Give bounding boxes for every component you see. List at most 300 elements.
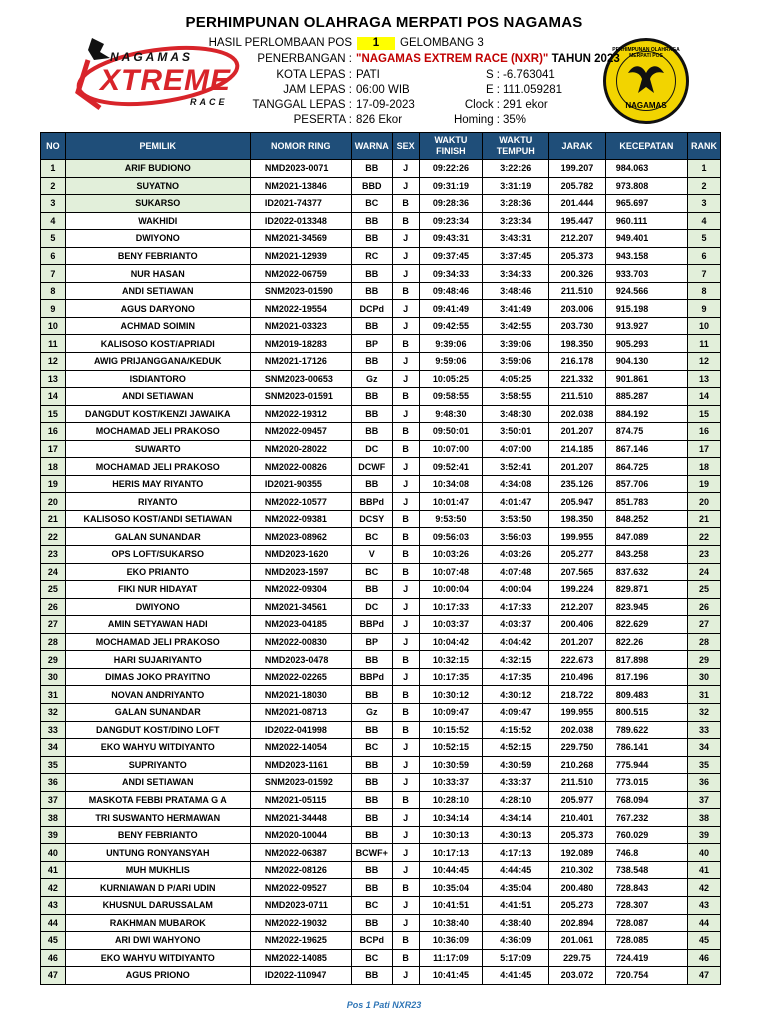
cell-nomor-ring: ID2022-013348	[250, 212, 351, 230]
cell-sex: B	[392, 510, 419, 528]
cell-sex: J	[392, 826, 419, 844]
cell-jarak: 192.089	[549, 844, 606, 862]
cell-pemilik: MUH MUKHLIS	[65, 861, 250, 879]
cell-kecepatan: 760.029	[605, 826, 687, 844]
cell-pemilik: BENY FEBRIANTO	[65, 826, 250, 844]
table-row	[41, 160, 721, 178]
cell-rank: 30	[688, 668, 721, 686]
cell-waktu-tempuh: 3:22:26	[483, 160, 549, 178]
cell-jarak: 221.332	[549, 370, 606, 388]
cell-nomor-ring: NM2021-34561	[250, 598, 351, 616]
cell-waktu-finish: 09:37:45	[419, 247, 483, 265]
cell-nomor-ring: NMD2023-1597	[250, 563, 351, 581]
cell-rank: 7	[688, 265, 721, 283]
cell-waktu-finish: 11:17:09	[419, 949, 483, 967]
cell-jarak: 202.894	[549, 914, 606, 932]
cell-waktu-finish: 09:50:01	[419, 423, 483, 441]
cell-warna: DCSY	[351, 510, 392, 528]
cell-waktu-tempuh: 3:28:36	[483, 195, 549, 213]
homing-label: Homing :	[453, 114, 500, 126]
cell-jarak: 203.006	[549, 300, 606, 318]
cell-nomor-ring: NM2022-09304	[250, 581, 351, 599]
cell-warna: BB	[351, 721, 392, 739]
cell-warna: V	[351, 546, 392, 564]
cell-rank: 46	[688, 949, 721, 967]
cell-warna: BB	[351, 914, 392, 932]
cell-kecepatan: 786.141	[605, 739, 687, 757]
cell-kecepatan: 728.307	[605, 896, 687, 914]
cell-jarak: 203.072	[549, 967, 606, 985]
cell-jarak: 202.038	[549, 405, 606, 423]
cell-warna: BC	[351, 896, 392, 914]
cell-nomor-ring: ID2022-110947	[250, 967, 351, 985]
cell-nomor-ring: NM2021-17126	[250, 353, 351, 371]
cell-jarak: 211.510	[549, 774, 606, 792]
cell-kecepatan: 728.843	[605, 879, 687, 897]
cell-rank: 19	[688, 475, 721, 493]
cell-pemilik: EKO PRIANTO	[65, 563, 250, 581]
cell-waktu-tempuh: 4:30:12	[483, 686, 549, 704]
cell-no: 30	[41, 668, 66, 686]
cell-rank: 35	[688, 756, 721, 774]
cell-kecepatan: 822.26	[605, 633, 687, 651]
gelombang-value: GELOMBANG 3	[400, 37, 484, 49]
cell-sex: J	[392, 353, 419, 371]
cell-rank: 43	[688, 896, 721, 914]
cell-pemilik: OPS LOFT/SUKARSO	[65, 546, 250, 564]
cell-waktu-finish: 9:48:30	[419, 405, 483, 423]
table-row	[41, 581, 721, 599]
cell-rank: 23	[688, 546, 721, 564]
cell-rank: 37	[688, 791, 721, 809]
cell-waktu-finish: 10:03:26	[419, 546, 483, 564]
cell-pemilik: AWIG PRIJANGGANA/KEDUK	[65, 353, 250, 371]
cell-nomor-ring: NM2023-04185	[250, 616, 351, 634]
penerbangan-value	[356, 53, 620, 65]
cell-kecepatan: 847.089	[605, 528, 687, 546]
cell-jarak: 201.207	[549, 458, 606, 476]
table-row	[41, 633, 721, 651]
table-row	[41, 247, 721, 265]
cell-warna: BCWF+	[351, 844, 392, 862]
cell-jarak: 201.207	[549, 633, 606, 651]
cell-jarak: 210.496	[549, 668, 606, 686]
cell-nomor-ring: NM2021-03323	[250, 317, 351, 335]
cell-sex: B	[392, 949, 419, 967]
table-row	[41, 896, 721, 914]
cell-waktu-finish: 09:56:03	[419, 528, 483, 546]
cell-waktu-finish: 10:17:13	[419, 844, 483, 862]
table-row	[41, 405, 721, 423]
cell-jarak: 205.277	[549, 546, 606, 564]
cell-jarak: 195.447	[549, 212, 606, 230]
peserta-value: 826 Ekor	[356, 114, 403, 126]
cell-sex: J	[392, 177, 419, 195]
cell-nomor-ring: NM2022-14085	[250, 949, 351, 967]
cell-waktu-finish: 10:17:33	[419, 598, 483, 616]
cell-pemilik: KALISOSO KOST/APRIADI	[65, 335, 250, 353]
cell-pemilik: BENY FEBRIANTO	[65, 247, 250, 265]
table-row	[41, 212, 721, 230]
cell-rank: 44	[688, 914, 721, 932]
cell-jarak: 205.373	[549, 247, 606, 265]
table-row	[41, 370, 721, 388]
cell-warna: BB	[351, 265, 392, 283]
cell-kecepatan: 817.196	[605, 668, 687, 686]
logo-word-top: NAGAMAS	[110, 50, 193, 64]
cell-kecepatan: 933.703	[605, 265, 687, 283]
table-row	[41, 423, 721, 441]
cell-waktu-tempuh: 3:48:46	[483, 282, 549, 300]
cell-no: 9	[41, 300, 66, 318]
cell-sex: J	[392, 300, 419, 318]
cell-sex: B	[392, 651, 419, 669]
cell-warna: BB	[351, 861, 392, 879]
cell-kecepatan: 973.808	[605, 177, 687, 195]
cell-rank: 26	[688, 598, 721, 616]
cell-sex: J	[392, 475, 419, 493]
cell-jarak: 212.207	[549, 230, 606, 248]
cell-sex: J	[392, 581, 419, 599]
col-header-kecepatan: KECEPATAN	[605, 133, 687, 160]
cell-rank: 34	[688, 739, 721, 757]
table-row	[41, 528, 721, 546]
cell-no: 45	[41, 932, 66, 950]
cell-waktu-finish: 09:34:33	[419, 265, 483, 283]
cell-sex: J	[392, 633, 419, 651]
cell-waktu-tempuh: 3:37:45	[483, 247, 549, 265]
table-row	[41, 265, 721, 283]
cell-waktu-tempuh: 3:48:30	[483, 405, 549, 423]
cell-jarak: 199.955	[549, 528, 606, 546]
cell-jarak: 205.782	[549, 177, 606, 195]
cell-jarak: 202.038	[549, 721, 606, 739]
cell-waktu-finish: 09:31:19	[419, 177, 483, 195]
table-row	[41, 317, 721, 335]
cell-waktu-tempuh: 3:50:01	[483, 423, 549, 441]
cell-pemilik: UNTUNG RONYANSYAH	[65, 844, 250, 862]
cell-no: 46	[41, 949, 66, 967]
col-header-waktu-finish: WAKTU FINISH	[419, 133, 483, 160]
cell-pemilik: AGUS DARYONO	[65, 300, 250, 318]
cell-no: 47	[41, 967, 66, 985]
cell-warna: BB	[351, 826, 392, 844]
cell-sex: J	[392, 405, 419, 423]
cell-pemilik: MOCHAMAD JELI PRAKOSO	[65, 423, 250, 441]
cell-sex: B	[392, 563, 419, 581]
cell-waktu-tempuh: 3:56:03	[483, 528, 549, 546]
cell-sex: B	[392, 528, 419, 546]
cell-sex: J	[392, 844, 419, 862]
cell-rank: 33	[688, 721, 721, 739]
cell-pemilik: GALAN SUNANDAR	[65, 528, 250, 546]
table-row	[41, 668, 721, 686]
cell-jarak: 235.126	[549, 475, 606, 493]
table-row	[41, 282, 721, 300]
hasil-label: HASIL PERLOMBAAN POS	[208, 37, 352, 49]
cell-sex: B	[392, 388, 419, 406]
cell-warna: BBD	[351, 177, 392, 195]
cell-no: 4	[41, 212, 66, 230]
cell-nomor-ring: NM2022-06759	[250, 265, 351, 283]
cell-waktu-finish: 10:09:47	[419, 703, 483, 721]
cell-waktu-tempuh: 4:07:00	[483, 440, 549, 458]
jam-label: JAM LEPAS :	[283, 84, 352, 96]
page-title: PERHIMPUNAN OLAHRAGA MERPATI POS NAGAMAS	[185, 14, 583, 31]
cell-nomor-ring: NM2022-08126	[250, 861, 351, 879]
cell-waktu-finish: 09:48:46	[419, 282, 483, 300]
cell-pemilik: ANDI SETIAWAN	[65, 388, 250, 406]
table-row	[41, 475, 721, 493]
cell-warna: BB	[351, 791, 392, 809]
table-row	[41, 458, 721, 476]
cell-pemilik: SUKARSO	[65, 195, 250, 213]
table-row	[41, 546, 721, 564]
cell-waktu-tempuh: 4:04:42	[483, 633, 549, 651]
cell-rank: 24	[688, 563, 721, 581]
cell-waktu-finish: 10:34:08	[419, 475, 483, 493]
cell-pemilik: HARI SUJARIYANTO	[65, 651, 250, 669]
cell-no: 1	[41, 160, 66, 178]
cell-waktu-finish: 10:28:10	[419, 791, 483, 809]
cell-warna: BB	[351, 353, 392, 371]
cell-waktu-tempuh: 3:52:41	[483, 458, 549, 476]
cell-jarak: 210.268	[549, 756, 606, 774]
cell-pemilik: DWIYONO	[65, 598, 250, 616]
cell-nomor-ring: NM2022-00826	[250, 458, 351, 476]
cell-no: 35	[41, 756, 66, 774]
col-header-waktu-tempuh: WAKTU TEMPUH	[483, 133, 549, 160]
cell-warna: BB	[351, 967, 392, 985]
cell-no: 22	[41, 528, 66, 546]
table-row	[41, 353, 721, 371]
cell-pemilik: MASKOTA FEBBI PRATAMA G A	[65, 791, 250, 809]
cell-kecepatan: 738.548	[605, 861, 687, 879]
cell-waktu-tempuh: 4:35:04	[483, 879, 549, 897]
cell-pemilik: TRI SUSWANTO HERMAWAN	[65, 809, 250, 827]
cell-waktu-finish: 09:42:55	[419, 317, 483, 335]
cell-waktu-finish: 10:15:52	[419, 721, 483, 739]
cell-waktu-finish: 9:39:06	[419, 335, 483, 353]
cell-waktu-tempuh: 4:05:25	[483, 370, 549, 388]
cell-jarak: 198.350	[549, 335, 606, 353]
results-table	[40, 132, 721, 985]
cell-warna: BB	[351, 475, 392, 493]
cell-waktu-tempuh: 3:58:55	[483, 388, 549, 406]
cell-nomor-ring: NMD2023-1161	[250, 756, 351, 774]
cell-jarak: 198.350	[549, 510, 606, 528]
table-row	[41, 967, 721, 985]
cell-nomor-ring: NM2022-10577	[250, 493, 351, 511]
cell-jarak: 210.302	[549, 861, 606, 879]
cell-warna: BBPd	[351, 493, 392, 511]
cell-no: 11	[41, 335, 66, 353]
cell-warna: BBPd	[351, 616, 392, 634]
cell-waktu-tempuh: 4:00:04	[483, 581, 549, 599]
cell-pemilik: GALAN SUNANDAR	[65, 703, 250, 721]
cell-pemilik: AGUS PRIONO	[65, 967, 250, 985]
cell-no: 12	[41, 353, 66, 371]
cell-pemilik: KALISOSO KOST/ANDI SETIAWAN	[65, 510, 250, 528]
table-row	[41, 791, 721, 809]
cell-rank: 1	[688, 160, 721, 178]
homing-value: 35%	[503, 114, 527, 126]
cell-no: 29	[41, 651, 66, 669]
table-row	[41, 703, 721, 721]
cell-sex: B	[392, 879, 419, 897]
cell-kecepatan: 843.258	[605, 546, 687, 564]
cell-waktu-tempuh: 3:42:55	[483, 317, 549, 335]
logo-word-race: RACE	[190, 97, 228, 107]
cell-no: 43	[41, 896, 66, 914]
cell-nomor-ring: NM2021-05115	[250, 791, 351, 809]
cell-rank: 6	[688, 247, 721, 265]
cell-warna: BB	[351, 282, 392, 300]
cell-no: 39	[41, 826, 66, 844]
cell-sex: B	[392, 791, 419, 809]
cell-jarak: 199.224	[549, 581, 606, 599]
cell-sex: J	[392, 160, 419, 178]
cell-jarak: 201.207	[549, 423, 606, 441]
cell-sex: B	[392, 546, 419, 564]
cell-no: 5	[41, 230, 66, 248]
cell-rank: 45	[688, 932, 721, 950]
cell-rank: 39	[688, 826, 721, 844]
table-row	[41, 774, 721, 792]
cell-sex: B	[392, 282, 419, 300]
cell-warna: BB	[351, 809, 392, 827]
cell-waktu-finish: 10:03:37	[419, 616, 483, 634]
cell-waktu-finish: 10:34:14	[419, 809, 483, 827]
cell-rank: 17	[688, 440, 721, 458]
cell-no: 8	[41, 282, 66, 300]
cell-sex: B	[392, 686, 419, 704]
cell-no: 17	[41, 440, 66, 458]
cell-waktu-finish: 09:52:41	[419, 458, 483, 476]
col-header-warna: WARNA	[351, 133, 392, 160]
cell-rank: 9	[688, 300, 721, 318]
cell-kecepatan: 809.483	[605, 686, 687, 704]
cell-waktu-finish: 09:58:55	[419, 388, 483, 406]
cell-jarak: 201.444	[549, 195, 606, 213]
cell-rank: 28	[688, 633, 721, 651]
cell-rank: 12	[688, 353, 721, 371]
race-name: "NAGAMAS EXTREM RACE (NXR)"	[356, 53, 549, 65]
cell-kecepatan: 904.130	[605, 353, 687, 371]
cell-nomor-ring: NM2022-14054	[250, 739, 351, 757]
cell-pemilik: DANGDUT KOST/DINO LOFT	[65, 721, 250, 739]
cell-no: 6	[41, 247, 66, 265]
cell-no: 36	[41, 774, 66, 792]
cell-sex: J	[392, 598, 419, 616]
cell-pemilik: ARI DWI WAHYONO	[65, 932, 250, 950]
cell-warna: BBPd	[351, 668, 392, 686]
cell-waktu-tempuh: 4:38:40	[483, 914, 549, 932]
cell-rank: 5	[688, 230, 721, 248]
cell-kecepatan: 857.706	[605, 475, 687, 493]
cell-nomor-ring: NM2021-34569	[250, 230, 351, 248]
cell-rank: 2	[688, 177, 721, 195]
cell-jarak: 211.510	[549, 388, 606, 406]
cell-warna: Gz	[351, 370, 392, 388]
table-row	[41, 949, 721, 967]
s-label: S :	[485, 69, 500, 81]
cell-waktu-tempuh: 4:30:59	[483, 756, 549, 774]
cell-warna: BB	[351, 686, 392, 704]
cell-waktu-tempuh: 4:17:35	[483, 668, 549, 686]
cell-waktu-tempuh: 3:59:06	[483, 353, 549, 371]
cell-waktu-finish: 10:00:04	[419, 581, 483, 599]
cell-sex: J	[392, 458, 419, 476]
cell-rank: 40	[688, 844, 721, 862]
cell-waktu-finish: 10:04:42	[419, 633, 483, 651]
cell-warna: Gz	[351, 703, 392, 721]
cell-no: 31	[41, 686, 66, 704]
cell-jarak: 210.401	[549, 809, 606, 827]
col-header-sex: SEX	[392, 133, 419, 160]
cell-nomor-ring: NM2022-09527	[250, 879, 351, 897]
cell-kecepatan: 837.632	[605, 563, 687, 581]
penerbangan-label: PENERBANGAN :	[257, 53, 352, 65]
cell-warna: DC	[351, 598, 392, 616]
table-row	[41, 510, 721, 528]
cell-warna: BC	[351, 563, 392, 581]
clock-label: Clock :	[464, 99, 500, 111]
cell-pemilik: EKO WAHYU WITDIYANTO	[65, 739, 250, 757]
cell-sex: J	[392, 914, 419, 932]
cell-warna: BC	[351, 949, 392, 967]
cell-nomor-ring: NM2022-09457	[250, 423, 351, 441]
cell-jarak: 205.373	[549, 826, 606, 844]
table-row	[41, 809, 721, 827]
table-row	[41, 756, 721, 774]
cell-waktu-tempuh: 4:09:47	[483, 703, 549, 721]
cell-kecepatan: 984.063	[605, 160, 687, 178]
cell-rank: 31	[688, 686, 721, 704]
table-row	[41, 493, 721, 511]
cell-pemilik: SUWARTO	[65, 440, 250, 458]
cell-sex: B	[392, 212, 419, 230]
cell-kecepatan: 767.232	[605, 809, 687, 827]
cell-nomor-ring: NMD2023-0478	[250, 651, 351, 669]
results-body	[41, 160, 721, 985]
cell-rank: 15	[688, 405, 721, 423]
e-label: E :	[485, 84, 500, 96]
cell-waktu-finish: 09:41:49	[419, 300, 483, 318]
table-header-row	[41, 133, 721, 160]
col-header-jarak: JARAK	[549, 133, 606, 160]
cell-pemilik: MOCHAMAD JELI PRAKOSO	[65, 633, 250, 651]
cell-warna: BB	[351, 423, 392, 441]
cell-waktu-tempuh: 3:43:31	[483, 230, 549, 248]
cell-nomor-ring: NM2022-19032	[250, 914, 351, 932]
cell-nomor-ring: NM2022-19312	[250, 405, 351, 423]
cell-kecepatan: 885.287	[605, 388, 687, 406]
cell-nomor-ring: NM2019-18283	[250, 335, 351, 353]
cell-no: 34	[41, 739, 66, 757]
cell-no: 7	[41, 265, 66, 283]
cell-warna: BC	[351, 195, 392, 213]
col-header-nomor-ring: NOMOR RING	[250, 133, 351, 160]
cell-waktu-tempuh: 4:34:14	[483, 809, 549, 827]
cell-rank: 32	[688, 703, 721, 721]
logo-word-main: XTREME	[100, 64, 232, 97]
cell-nomor-ring: NM2021-13846	[250, 177, 351, 195]
cell-warna: BB	[351, 212, 392, 230]
cell-warna: BB	[351, 160, 392, 178]
cell-waktu-tempuh: 3:39:06	[483, 335, 549, 353]
table-row	[41, 335, 721, 353]
